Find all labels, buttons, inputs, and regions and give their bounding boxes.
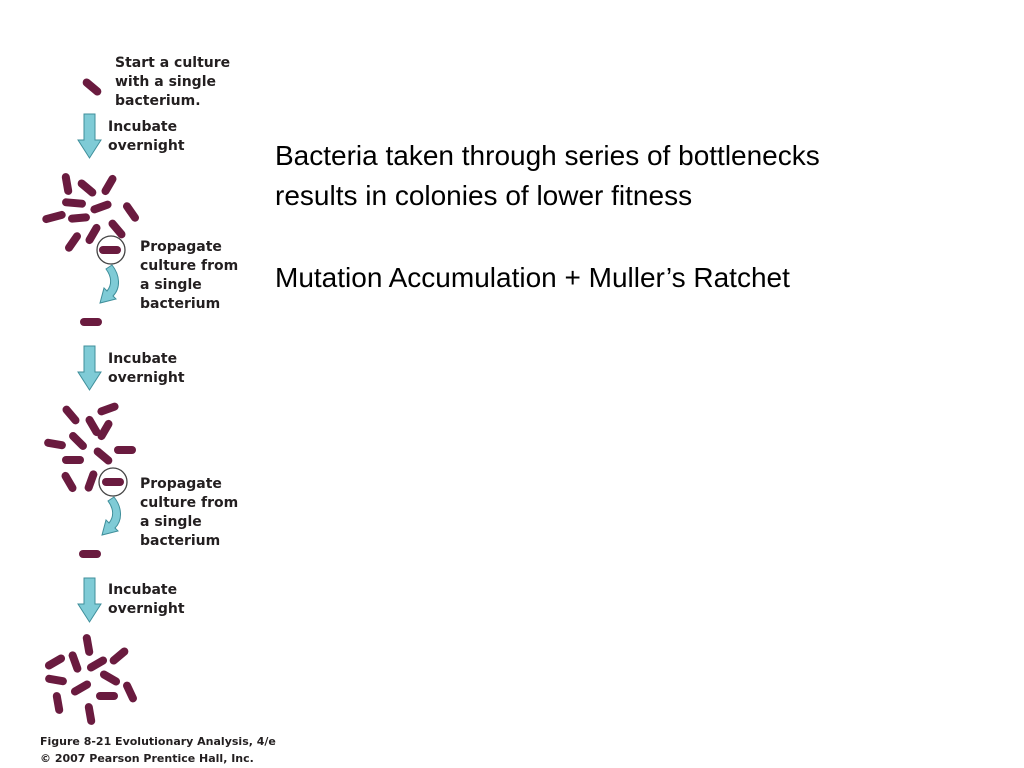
main-statement bbox=[275, 136, 820, 216]
label-line: a single bbox=[140, 514, 202, 530]
label-line: culture from bbox=[140, 258, 239, 274]
label-line: bacterium bbox=[140, 533, 221, 549]
label-line: Propagate bbox=[140, 239, 222, 255]
label-line: Propagate bbox=[140, 476, 222, 492]
step-label-incubate bbox=[108, 118, 185, 156]
label-line: Incubate bbox=[108, 119, 178, 135]
down-arrow-icon bbox=[78, 114, 101, 158]
label-line: bacterium bbox=[140, 296, 221, 312]
label-line: overnight bbox=[108, 138, 185, 154]
step-label-propagate bbox=[140, 238, 238, 314]
curved-arrow-icon bbox=[102, 497, 121, 535]
main-statement-line: Bacteria taken through series of bottlenecks bbox=[275, 140, 820, 171]
label-line: a single bbox=[140, 277, 202, 293]
label-line: overnight bbox=[108, 601, 185, 617]
main-statement-line: results in colonies of lower fitness bbox=[275, 180, 693, 211]
single-bacterium bbox=[80, 318, 102, 326]
bacteria-colony bbox=[43, 401, 136, 493]
single-bacterium bbox=[79, 550, 101, 558]
single-bacterium bbox=[81, 77, 103, 97]
label-line: with a single bbox=[115, 74, 217, 90]
step-label-incubate bbox=[108, 581, 185, 619]
figure-credit: Figure 8-21 Evolutionary Analysis, 4/e bbox=[40, 735, 276, 748]
label-line: culture from bbox=[140, 495, 239, 511]
bacteria-colony bbox=[41, 172, 140, 254]
label-line: Start a culture bbox=[115, 55, 231, 71]
down-arrow-icon bbox=[78, 578, 101, 622]
label-line: Incubate bbox=[108, 351, 178, 367]
bacteria-colony bbox=[43, 633, 138, 725]
step-label-incubate bbox=[108, 350, 185, 388]
label-line: Incubate bbox=[108, 582, 178, 598]
step-label-propagate bbox=[140, 475, 238, 551]
copyright-credit: © 2007 Pearson Prentice Hall, Inc. bbox=[40, 752, 254, 765]
step-label-start bbox=[115, 54, 230, 111]
label-line: bacterium. bbox=[115, 93, 201, 109]
mechanism-statement: Mutation Accumulation + Muller’s Ratchet bbox=[275, 262, 790, 293]
label-line: overnight bbox=[108, 370, 185, 386]
down-arrow-icon bbox=[78, 346, 101, 390]
curved-arrow-icon bbox=[100, 265, 119, 303]
